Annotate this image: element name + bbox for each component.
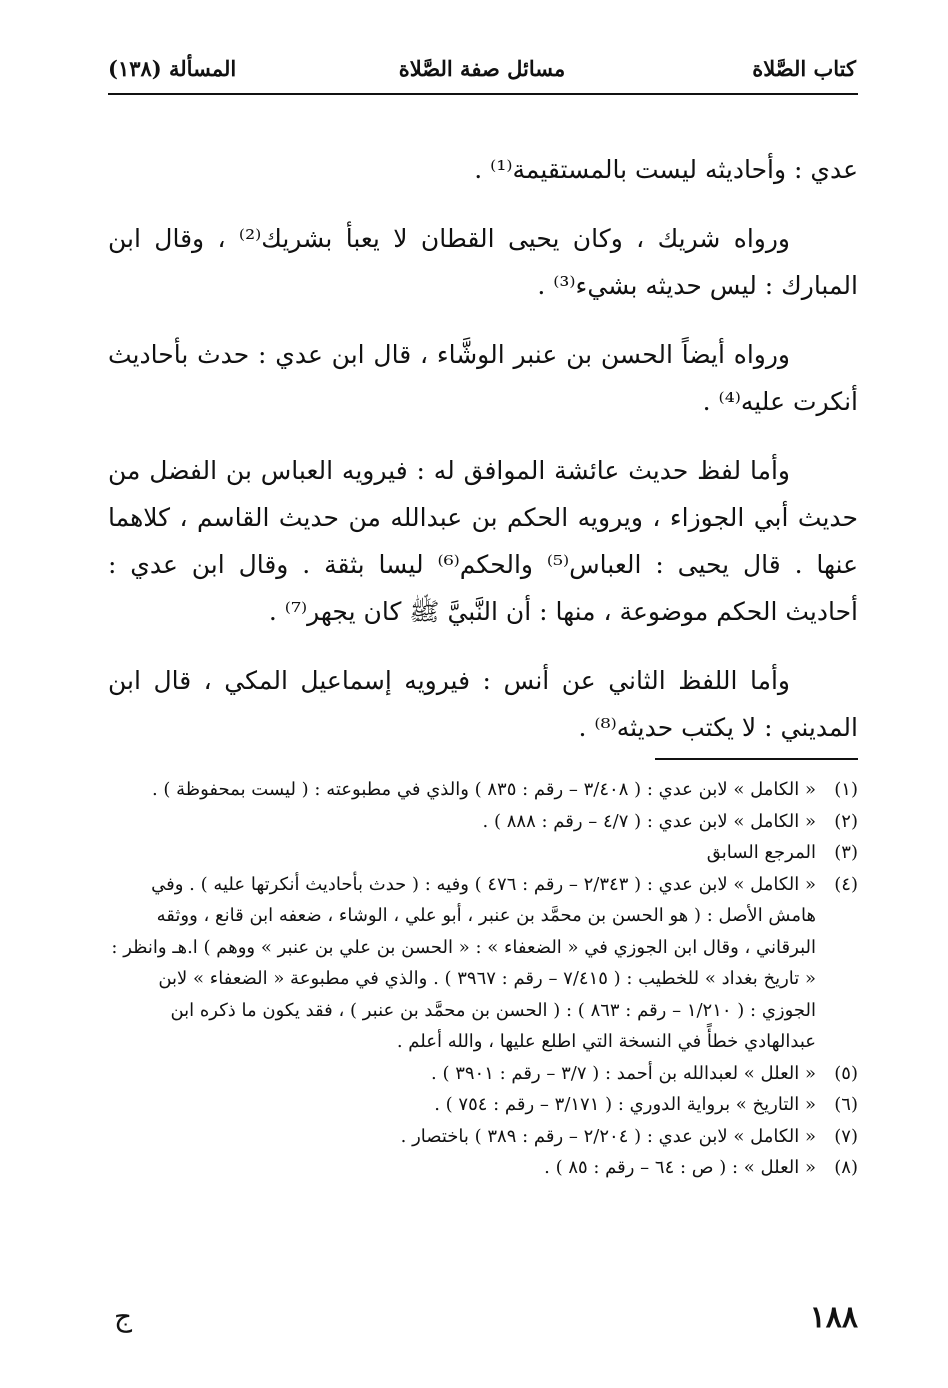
footnote-number: (٢) bbox=[834, 810, 858, 832]
footnote-number: (٨) bbox=[834, 1157, 858, 1178]
footnotes bbox=[108, 774, 858, 1184]
footnote-text: « الكامل » لابن عدي : ( ٢/٣٤٣ – رقم : ٤٧٦ ) وفيه : ( حدث بأحاديث أنكرتها عليه ) . وفي هامش الأصل : ( هو الحسن بن محمَّد بن عنبر ، أبو علي ، الوشاء ، ضعفه ابن قانع ، ووثقه البرقاني ، وقال ابن الجوزي في « الضعفاء » : « الحسن بن علي بن عنبر » ووهم ) ا.هـ وانظر : « تاريخ بغداد » للخطيب : ( ٧/٤١٥ – رقم : ٣٩٦٧ ) . والذي في مطبوعة « الضعفاء » لابن الجوزي : ( ١/٢١٠ – رقم : ٨٦٣ ) : ( الحسن بن محمَّد بن عنبر ) ، فقد يكون ما ذكره ابن عبدالهادي خطأً في النسخة التي اطلع عليها ، والله أعلم . bbox=[111, 873, 816, 1052]
page-footer bbox=[108, 1300, 858, 1350]
footnote-text: « التاريخ » برواية الدوري : ( ٣/١٧١ – رقم : ٧٥٤ ) . bbox=[434, 1094, 816, 1115]
footnote-number: (٥) bbox=[834, 1062, 858, 1084]
footnote-text: « العلل » : ( ص : ٦٤ – رقم : ٨٥ ) . bbox=[544, 1157, 816, 1178]
paragraph-1: عدي : وأحاديثه ليست بالمستقيمة⁽¹⁾ . bbox=[474, 155, 858, 184]
footnote-number: (٧) bbox=[834, 1125, 858, 1147]
footnote-number: (١) bbox=[834, 779, 858, 800]
signature-mark: ج bbox=[114, 1300, 133, 1333]
main-text bbox=[108, 146, 858, 773]
footnote bbox=[108, 1089, 858, 1121]
header-section-title: مسائل صفة الصَّلاة bbox=[398, 56, 566, 81]
footnote-text: « الكامل » لابن عدي : ( ٣/٤٠٨ – رقم : ٨٣٥ ) والذي في مطبوعته : ( ليست بمحفوظة ) . bbox=[151, 779, 816, 800]
footnote-text: « الكامل » لابن عدي : ( ٢/٢٠٤ – رقم : ٣٨٩ ) باختصار . bbox=[400, 1125, 816, 1147]
page-number: ١٨٨ bbox=[809, 1300, 858, 1335]
header-issue-number: المسألة (١٣٨) bbox=[108, 56, 237, 81]
footnote bbox=[108, 869, 858, 1058]
paragraph-4: وأما لفظ حديث عائشة الموافق له : فيرويه العباس بن الفضل من حديث أبي الجوزاء ، ويرويه الحكم بن عبدالله من حديث القاسم ، كلاهما عنها . قال يحيى : العباس⁽⁵⁾ والحكم⁽⁶⁾ ليسا بثقة . وقال ابن عدي : أحاديث الحكم موضوعة ، منها : أن النَّبيَّ ﷺ كان يجهر⁽⁷⁾ . bbox=[108, 456, 858, 626]
footnote bbox=[108, 774, 858, 806]
header-book-title: كتاب الصَّلاة bbox=[752, 56, 856, 81]
footnote bbox=[108, 806, 858, 838]
footnote-text: « العلل » لعبدالله بن أحمد : ( ٣/٧ – رقم : ٣٩٠١ ) . bbox=[431, 1062, 816, 1084]
footnote-number: (٤) bbox=[834, 873, 858, 895]
footnote bbox=[108, 1121, 858, 1153]
footnote-number: (٣) bbox=[834, 842, 858, 863]
footnote bbox=[108, 1152, 858, 1184]
footnote-number: (٦) bbox=[834, 1094, 858, 1115]
paragraph-5: وأما اللفظ الثاني عن أنس : فيرويه إسماعيل المكي ، قال ابن المديني : لا يكتب حديثه⁽⁸⁾ . bbox=[108, 666, 858, 742]
header-rule bbox=[108, 93, 858, 95]
footnote-text: « الكامل » لابن عدي : ( ٤/٧ – رقم : ٨٨٨ ) . bbox=[482, 810, 816, 832]
paragraph-2: ورواه شريك ، وكان يحيى القطان لا يعبأ بشريك⁽²⁾ ، وقال ابن المبارك : ليس حديثه بشيء⁽³⁾ . bbox=[108, 224, 858, 300]
footnote bbox=[108, 1058, 858, 1090]
footnote-separator bbox=[655, 758, 858, 760]
footnote-text: المرجع السابق bbox=[706, 842, 816, 863]
footnote bbox=[108, 837, 858, 869]
paragraph-3: ورواه أيضاً الحسن بن عنبر الوشَّاء ، قال ابن عدي : حدث بأحاديث أنكرت عليه⁽⁴⁾ . bbox=[108, 340, 858, 416]
running-header bbox=[108, 52, 856, 92]
